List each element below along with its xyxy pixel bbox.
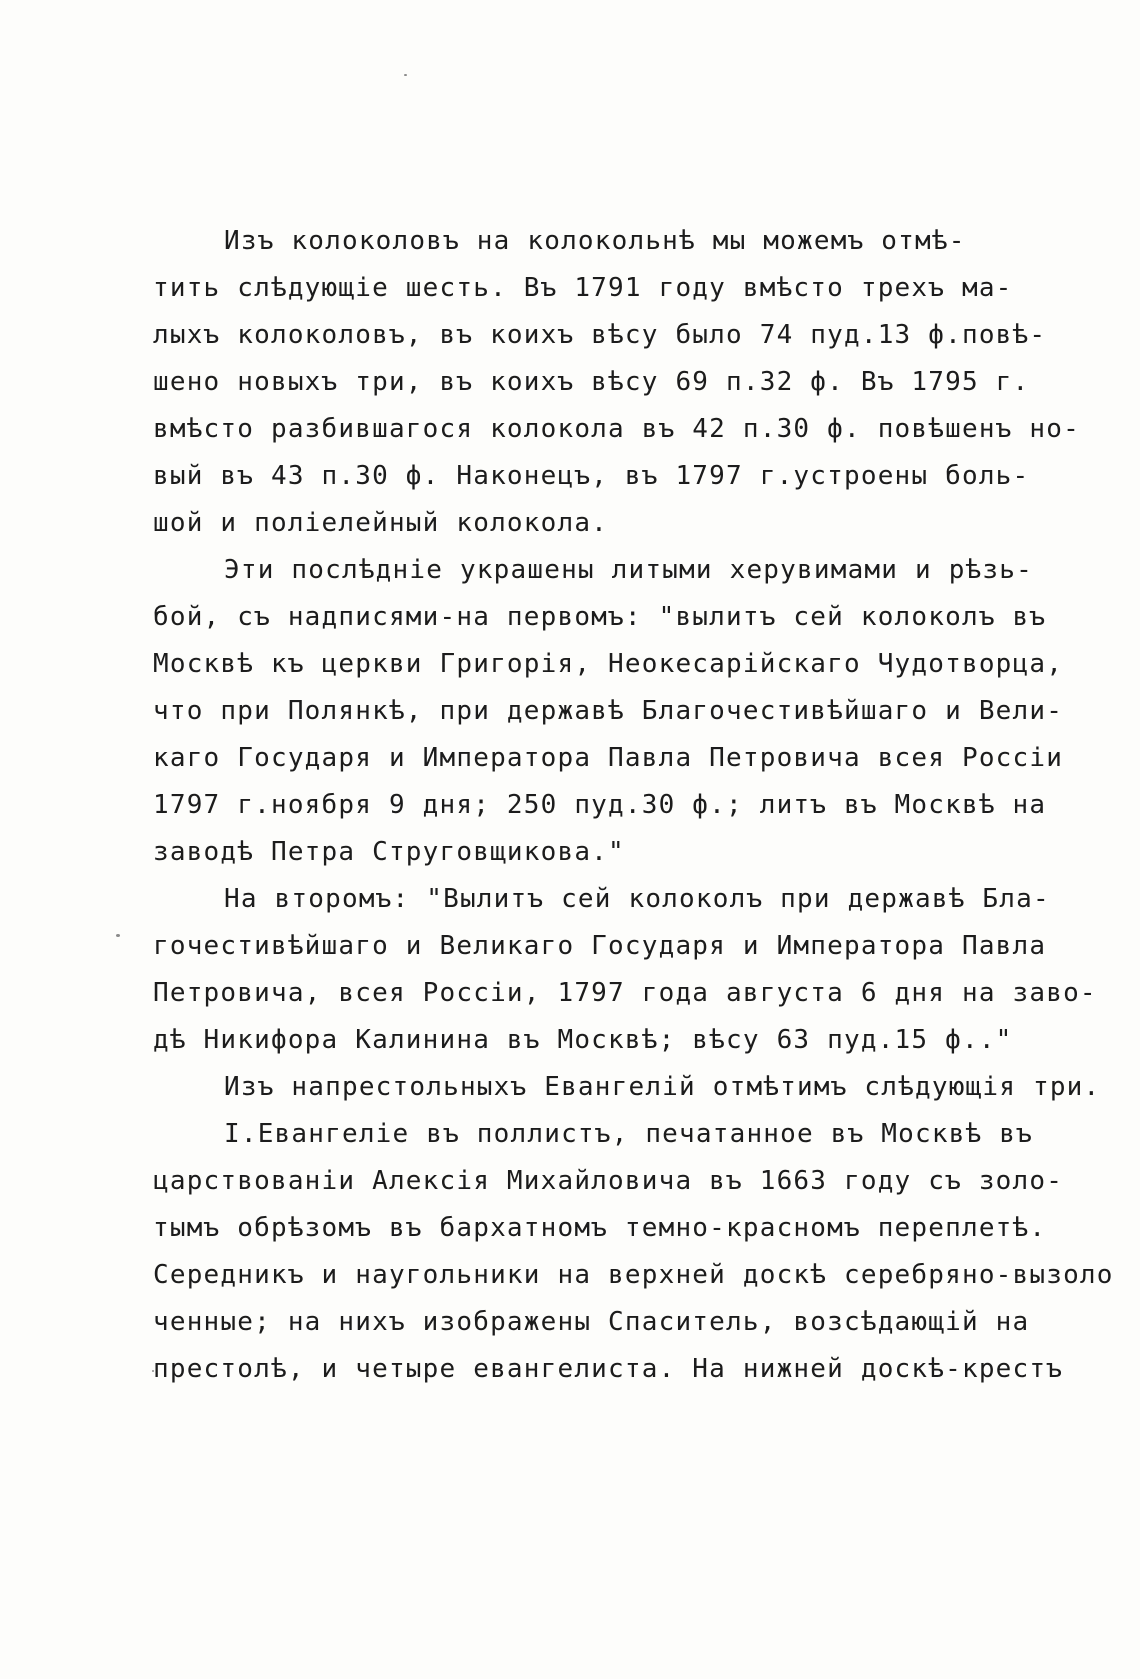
text-line: Середникъ и наугольники на верхней доскѣ серебряно-вызоло bbox=[153, 1260, 1114, 1290]
text-line: Эти послѣдніе украшены литыми херувимами и рѣзь- bbox=[224, 555, 1033, 585]
text-line: вмѣсто разбившагося колокола въ 42 п.30 ф. повѣшенъ но- bbox=[153, 414, 1080, 444]
text-line: Изъ напрестольныхъ Евангелій отмѣтимъ слѣдующія три. bbox=[224, 1072, 1101, 1102]
text-line: тить слѣдующіе шесть. Въ 1791 году вмѣсто трехъ ма- bbox=[153, 273, 1013, 303]
text-line: царствованіи Алексія Михайловича въ 1663 году съ золо- bbox=[153, 1166, 1064, 1196]
text-line: лыхъ колоколовъ, въ коихъ вѣсу было 74 пуд.13 ф.повѣ- bbox=[153, 320, 1047, 350]
text-line: заводѣ Петра Струговщикова." bbox=[153, 837, 625, 867]
text-line: дѣ Никифора Калинина въ Москвѣ; вѣсу 63 пуд.15 ф.." bbox=[153, 1025, 1013, 1055]
text-line: что при Полянкѣ, при державѣ Благочестивѣйшаго и Вели- bbox=[153, 696, 1064, 726]
paper-speck bbox=[116, 934, 120, 937]
text-line: На второмъ: "Вылитъ сей колоколъ при державѣ Бла- bbox=[224, 884, 1050, 914]
text-line: ченные; на нихъ изображены Спаситель, возсѣдающій на bbox=[153, 1307, 1030, 1337]
text-line: вый въ 43 п.30 ф. Наконецъ, въ 1797 г.устроены боль- bbox=[153, 461, 1030, 491]
text-line: 1797 г.ноября 9 дня; 250 пуд.30 ф.; литъ въ Москвѣ на bbox=[153, 790, 1047, 820]
text-line: I.Евангеліе въ поллистъ, печатанное въ Москвѣ въ bbox=[224, 1119, 1033, 1149]
text-line: престолѣ, и четыре евангелиста. На нижней доскѣ-крестъ bbox=[153, 1354, 1064, 1384]
paper-speck bbox=[404, 74, 407, 76]
text-line: бой, съ надписями-на первомъ: "вылитъ сей колоколъ въ bbox=[153, 602, 1047, 632]
text-line: тымъ обрѣзомъ въ бархатномъ темно-красномъ переплетѣ. bbox=[153, 1213, 1047, 1243]
text-line: Москвѣ къ церкви Григорія, Неокесарійскаго Чудотворца, bbox=[153, 649, 1064, 679]
text-line: Изъ колоколовъ на колокольнѣ мы можемъ отмѣ- bbox=[224, 226, 966, 256]
text-line: шено новыхъ три, въ коихъ вѣсу 69 п.32 ф. Въ 1795 г. bbox=[153, 367, 1030, 397]
text-line: гочестивѣйшаго и Великаго Государя и Императора Павла bbox=[153, 931, 1047, 961]
text-line: шой и полiелейный колокола. bbox=[153, 508, 609, 538]
text-line: Петровича, всея Россіи, 1797 года августа 6 дня на заво- bbox=[153, 978, 1097, 1008]
text-line: каго Государя и Императора Павла Петровича всея Россіи bbox=[153, 743, 1064, 773]
